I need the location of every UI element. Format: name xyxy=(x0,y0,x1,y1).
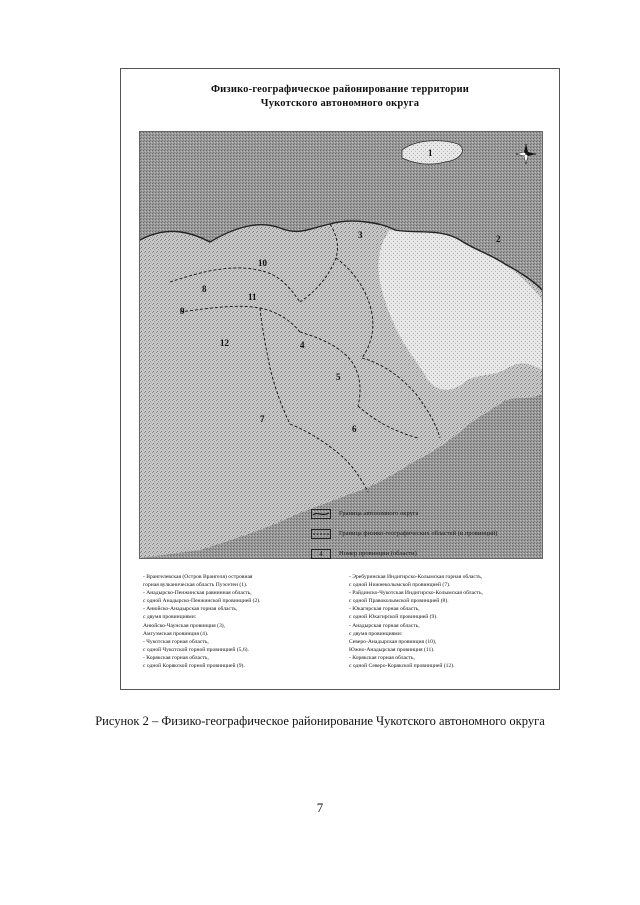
figure-caption: Рисунок 2 – Физико-географическое районирование Чукотского автономного округа xyxy=(95,714,545,728)
region-number-10: 10 xyxy=(258,258,267,268)
region-line: - Райдинско-Чукотская Индигирско-Колымская область, xyxy=(349,590,483,597)
region-list-right xyxy=(349,573,539,670)
region-line: с двумя провинциями: xyxy=(349,630,403,637)
region-line: - Анюйско-Анадырская горная область, xyxy=(143,606,238,613)
region-number-4: 4 xyxy=(300,340,305,350)
region-line: - Анадырско-Пенжинская равнинная область, xyxy=(143,590,252,597)
region-line: - Корякская горная область, xyxy=(143,654,209,661)
legend-label-physiographic-boundary: Граница физико-географических областей (и провинций) xyxy=(339,530,498,537)
okrug-boundary-swatch xyxy=(311,509,331,519)
region-line: - Врангелевская (Остров Врангеля) островная xyxy=(143,574,253,580)
map-area xyxy=(139,131,543,559)
region-number-6: 6 xyxy=(352,424,357,434)
region-number-11: 11 xyxy=(248,292,257,302)
region-line: с одной Корякской горной провинцией (9). xyxy=(143,663,245,670)
region-number-12: 12 xyxy=(220,338,229,348)
region-number-8: 8 xyxy=(202,284,207,294)
region-line: - Чукотская горная область, xyxy=(143,638,209,645)
region-number-3: 3 xyxy=(358,230,363,240)
region-number-1: 1 xyxy=(428,148,433,158)
region-number-box: 4 xyxy=(311,549,331,559)
region-line: Амгуэмская провинция (4). xyxy=(143,630,209,637)
map-title-line-2: Чукотского автономного округа xyxy=(260,98,420,109)
region-line: - Корякская горная область, xyxy=(349,654,415,661)
region-list-left xyxy=(143,573,333,670)
region-line: - Юкагирская горная область, xyxy=(349,606,420,613)
region-line: - Эребуринская Индигирско-Колымская горная область, xyxy=(349,574,483,580)
map-figure xyxy=(120,68,560,690)
map-drawing xyxy=(140,132,542,558)
region-line: с одной Правоколымской провинцией (8). xyxy=(349,598,449,605)
region-number-2: 2 xyxy=(496,234,501,244)
region-line: с одной Юкагирской провинцией (9). xyxy=(349,614,438,621)
region-number-7: 7 xyxy=(260,414,265,424)
region-line: с двумя провинциями: xyxy=(143,614,197,621)
region-number-5: 5 xyxy=(336,372,341,382)
region-line: горная вулканическая область Пуэсетен (1). xyxy=(143,582,248,589)
map-title-line-1: Физико-географическое районирование территории xyxy=(210,84,470,95)
physiographic-boundary-swatch xyxy=(311,529,331,539)
region-line: Южно-Анадырская провинция (11). xyxy=(349,646,435,653)
region-line: с одной Анадырско-Пенжинской провинцией (2). xyxy=(143,598,261,605)
region-line: с одной Северо-Корякской провинцией (12). xyxy=(349,663,455,670)
region-line: - Анадырская горная область, xyxy=(349,622,420,629)
region-line: Северо-Анадырская провинция (10), xyxy=(349,638,437,645)
region-line: Анюйско-Чаунская провинция (3), xyxy=(143,622,226,629)
region-number-9: 9 xyxy=(180,306,185,316)
legend-label-region-number: Номер провинции (области) xyxy=(339,550,417,557)
region-line: с одной Нижнеколымской провинцией (7). xyxy=(349,582,451,589)
region-line: с одной Чукотской горной провинцией (5,6). xyxy=(143,646,249,653)
map-title xyxy=(121,83,559,111)
page-number: 7 xyxy=(316,800,324,815)
legend-label-okrug-boundary: Граница автономного округа xyxy=(339,510,419,517)
